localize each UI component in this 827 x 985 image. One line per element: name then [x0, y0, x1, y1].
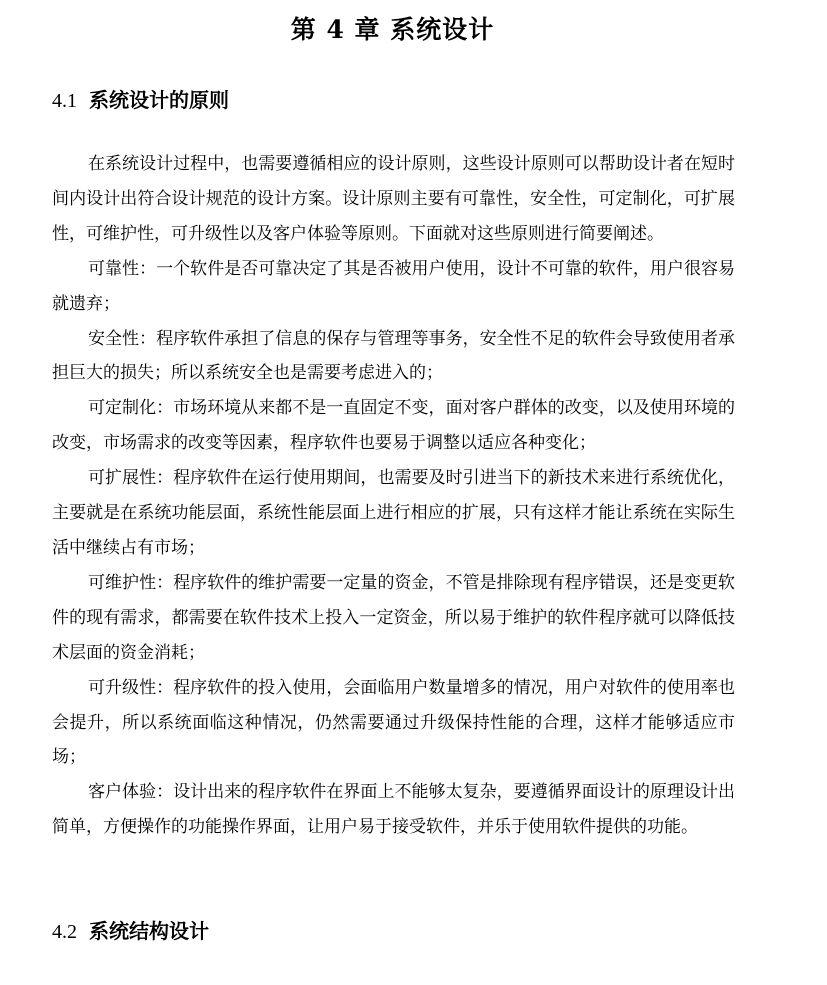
- paragraph-maintainability: 可维护性：程序软件的维护需要一定量的资金，不管是排除现有程序错误，还是变更软件的现有需求，都需要在软件技术上投入一定资金，所以易于维护的软件程序就可以降低技术层面的资金消耗；: [52, 572, 735, 663]
- paragraph-extensibility: 可扩展性：程序软件在运行使用期间，也需要及时引进当下的新技术来进行系统优化，主要就是在系统功能层面，系统性能层面上进行相应的扩展，只有这样才能让系统在实际生活中继续占有市场；: [52, 468, 735, 558]
- paragraph-customizability: 可定制化：市场环境从来都不是一直固定不变，面对客户群体的改变，以及使用环境的改变，市场需求的改变等因素，程序软件也要易于调整以适应各种变化；: [52, 398, 735, 454]
- chapter-title: 第 4 章 系统设计: [290, 15, 495, 44]
- paragraph-reliability: 可靠性：一个软件是否可靠决定了其是否被用户使用，设计不可靠的软件，用户很容易就遗弃；: [52, 258, 735, 314]
- section-heading-4-2: [52, 917, 209, 946]
- section-title: 系统设计的原则: [89, 88, 229, 112]
- section-number: 4.1: [52, 90, 77, 112]
- paragraph-user-experience: 客户体验：设计出来的程序软件在界面上不能够太复杂，要遵循界面设计的原理设计出简单，方便操作的功能操作界面，让用户易于接受软件，并乐于使用软件提供的功能。: [52, 782, 735, 838]
- paragraph-intro: 在系统设计过程中，也需要遵循相应的设计原则，这些设计原则可以帮助设计者在短时间内设计出符合设计规范的设计方案。设计原则主要有可靠性，安全性，可定制化，可扩展性，可维护性，可升级性以及客户体验等原则。下面就对这些原则进行简要阐述。: [52, 154, 735, 244]
- section-title: 系统结构设计: [89, 919, 209, 943]
- section-heading-4-1: [52, 86, 229, 115]
- paragraph-security: 安全性：程序软件承担了信息的保存与管理等事务，安全性不足的软件会导致使用者承担巨大的损失；所以系统安全也是需要考虑进入的；: [52, 328, 735, 384]
- section-number: 4.2: [52, 921, 77, 943]
- paragraph-upgradability: 可升级性：程序软件的投入使用，会面临用户数量增多的情况，用户对软件的使用率也会提升，所以系统面临这种情况，仍然需要通过升级保持性能的合理，这样才能够适应市场；: [52, 677, 735, 768]
- section-body: [52, 147, 735, 845]
